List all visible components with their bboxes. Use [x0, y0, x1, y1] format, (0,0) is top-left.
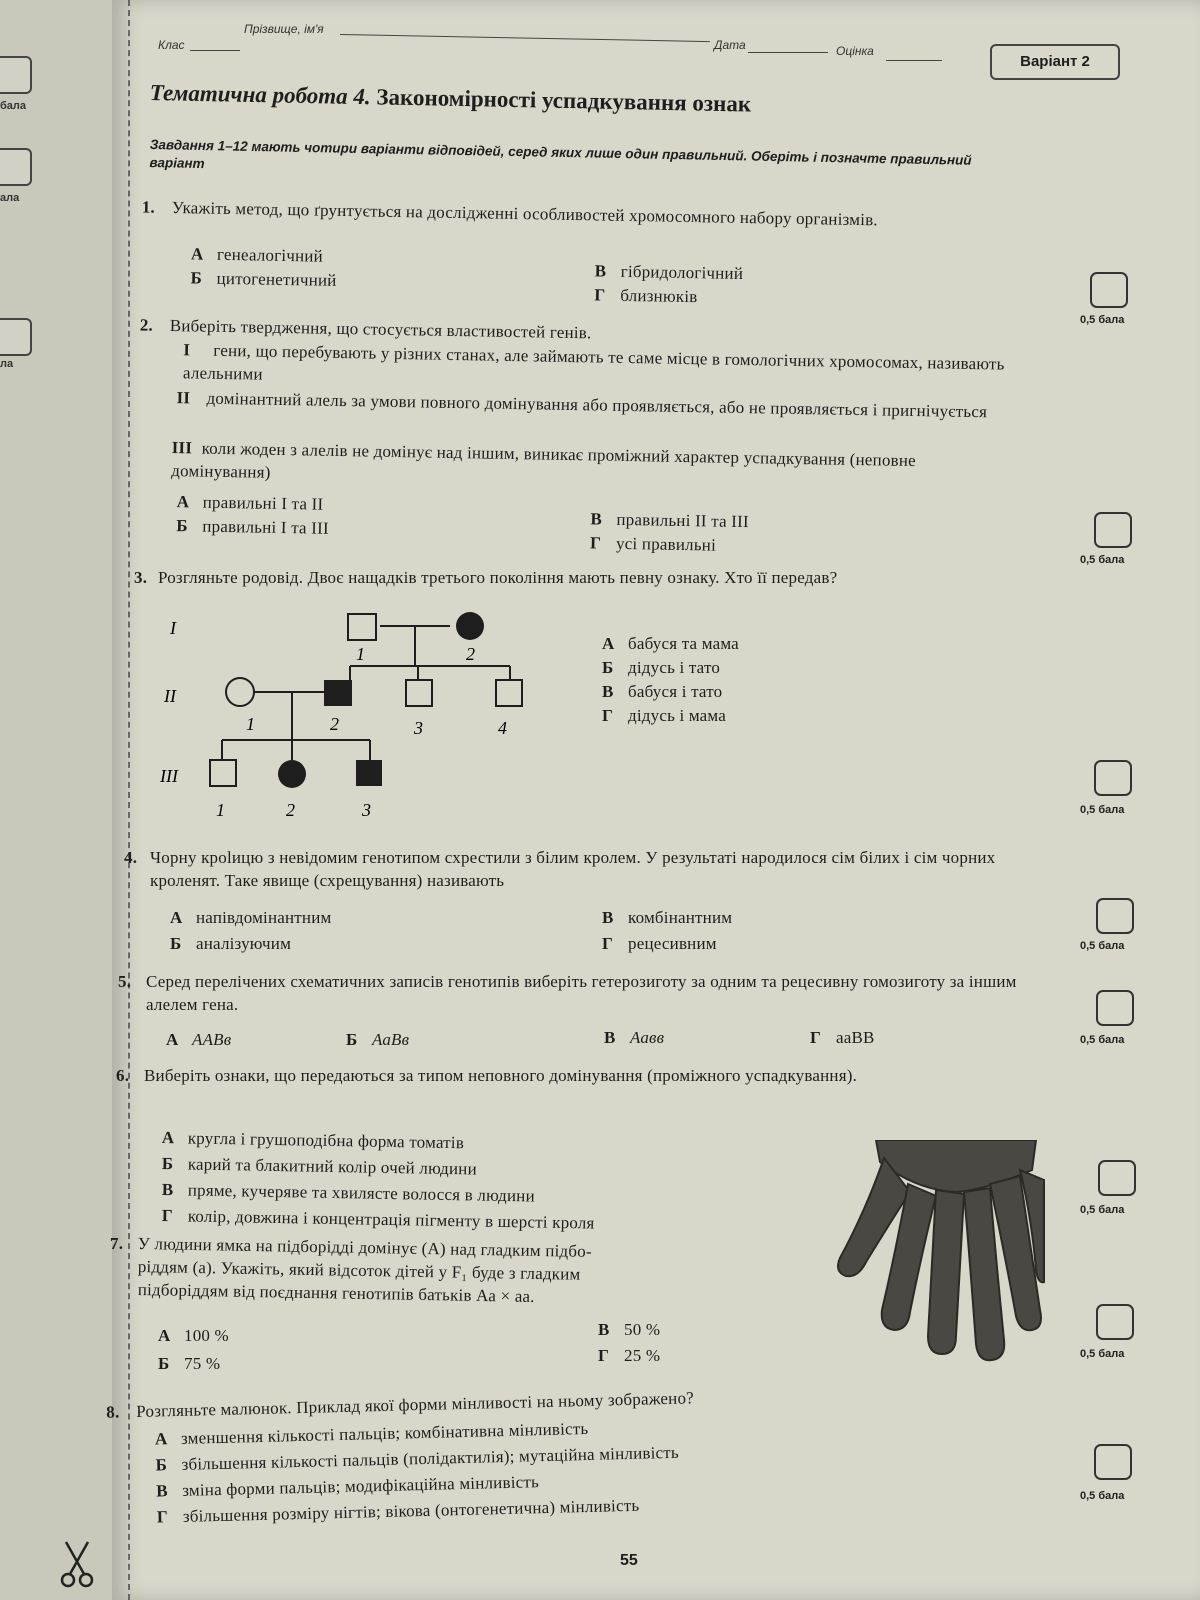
option-c[interactable]: В комбінантним [602, 908, 733, 927]
title-part-2: Закономірності успадкування ознак [376, 84, 752, 117]
pedigree-number: 3 [362, 800, 371, 820]
option-d[interactable]: Г збільшення розміру нігтів; вікова (онтогенетична) мінливість [156, 1495, 640, 1527]
question-3 [134, 566, 1038, 589]
pedigree-number: 1 [216, 800, 225, 820]
score-label: 0,5 бала [1080, 1490, 1125, 1502]
option-a[interactable]: А бабуся та мама [602, 634, 739, 653]
class-label: Клас [158, 38, 185, 52]
perforation-line [128, 0, 130, 1600]
option-b[interactable]: Б збільшення кількості пальців (полідактилія); мутаційна мінливість [155, 1442, 680, 1475]
option-b[interactable]: Б дідусь і тато [602, 658, 721, 677]
question-text: Чорну крolицю з невідомим генотипом схрестили з білим кролем. У результаті народилося сім білих і сім чорних кроленят. Таке явище (схрещування) називають [150, 848, 996, 890]
option-d[interactable]: Г колір, довжина і концентрація пігменту в шерсті кроля [161, 1205, 595, 1233]
option-d[interactable]: Г рецесивним [602, 934, 717, 953]
pedigree-number: 3 [414, 718, 423, 738]
option-b[interactable]: Б аналізуючим [170, 934, 292, 953]
answer-box-2[interactable] [1094, 512, 1132, 548]
question-text: Серед перелічених схематичних записів генотипів виберіть гетерозиготу за одним та рецесивну гомозиготу за іншим алелем гена. [146, 972, 1017, 1014]
question-text: Розгляньте родовід. Двоє нащадків третього покоління мають певну ознаку. Хто її передав? [158, 568, 838, 587]
answer-box-6[interactable] [1098, 1160, 1136, 1196]
question-number: 2. [139, 315, 154, 335]
generation-label: III [160, 766, 178, 786]
answer-box-7[interactable] [1096, 1304, 1134, 1340]
answer-box-edge [0, 56, 32, 94]
pedigree-male-I1 [348, 614, 376, 640]
class-field[interactable] [190, 50, 240, 51]
date-label: Дата [714, 38, 746, 52]
page-number: 55 [620, 1552, 638, 1569]
option-a[interactable]: А ААВв [166, 1030, 232, 1049]
question-7 [110, 1232, 838, 1373]
answer-box-1[interactable] [1090, 272, 1128, 308]
pedigree-female-II1 [226, 678, 254, 706]
variant-badge: Варіант 2 [990, 44, 1120, 80]
option-b[interactable]: Б карий та блакитний колір очей людини [161, 1153, 478, 1179]
statement-1: I гени, що перебувають у різних станах, але займають те саме місце в гомологічних хромосомах, називають алельними [182, 340, 1005, 384]
pedigree-number: 2 [286, 800, 295, 820]
answer-box-3[interactable] [1094, 760, 1132, 796]
hand-illustration [836, 1140, 1046, 1365]
score-label: 0,5 бала [1080, 1034, 1125, 1046]
grade-field[interactable] [886, 60, 942, 61]
pedigree-male-II3 [406, 680, 432, 706]
option-a[interactable]: А генеалогічний [190, 244, 324, 266]
score-label: 0,5 бала [1080, 940, 1125, 952]
question-text: Укажіть метод, що ґрунтується на дослідженні особливостей хромосомного набору організмів. [171, 197, 879, 230]
question-number: 6. [116, 1066, 130, 1085]
option-a[interactable]: А зменшення кількості пальців; комбінативна мінливість [154, 1418, 589, 1449]
score-label-edge: ла [0, 358, 14, 370]
scissors-icon [58, 1540, 98, 1590]
pedigree-male-II4 [496, 680, 522, 706]
question-text: Виберіть ознаки, що передаються за типом неповного домінування (проміжного успадкування). [144, 1066, 858, 1085]
option-d[interactable]: Г усі правильні [589, 533, 717, 555]
pedigree-number: 4 [498, 718, 507, 738]
answer-box-8[interactable] [1094, 1444, 1132, 1480]
name-label: Прізвище, ім'я [244, 22, 324, 36]
option-b[interactable]: Б правильні I та III [176, 516, 329, 538]
answer-box-edge [0, 318, 32, 356]
pedigree-male-III1 [210, 760, 236, 786]
question-text-line-1: У людини ямка на підборідді домінує (А) над гладким підбо- [137, 1233, 592, 1261]
pedigree-number: 1 [246, 714, 255, 734]
answer-box-edge [0, 148, 32, 186]
option-c[interactable]: В 50 % [598, 1320, 661, 1339]
score-label: 0,5 бала [1080, 804, 1125, 816]
title-part-1: Тематична робота 4. [149, 80, 371, 110]
option-d[interactable]: Г 25 % [598, 1346, 661, 1365]
option-b[interactable]: Б цитогенетичний [190, 268, 337, 290]
question-6 [116, 1064, 1038, 1233]
pedigree-number: 2 [466, 644, 475, 664]
option-c[interactable]: В зміна форми пальців; модифікаційна мінливість [155, 1472, 540, 1501]
option-b[interactable]: Б 75 % [158, 1354, 221, 1373]
option-d[interactable]: Г близнюків [594, 285, 698, 307]
option-d[interactable]: Г ааВВ [810, 1028, 875, 1047]
question-4 [124, 846, 1040, 953]
generation-label: I [170, 618, 176, 638]
option-c[interactable]: В правильні II та III [590, 509, 750, 532]
statement-3: III коли жоден з алелів не домінує над іншим, виникає проміжний характер успадкування (неповне домінування) [171, 438, 917, 482]
pedigree-number: 2 [330, 714, 339, 734]
question-text: Розгляньте малюнок. Приклад якої форми мінливості на ньому зображено? [136, 1388, 695, 1421]
date-field[interactable] [748, 52, 828, 53]
question-number: 7. [110, 1234, 124, 1253]
pedigree-female-affected-III2 [278, 760, 306, 788]
option-a[interactable]: А кругла і грушоподібна форма томатів [161, 1127, 465, 1153]
answer-box-4[interactable] [1096, 898, 1134, 934]
option-a[interactable]: А 100 % [158, 1326, 229, 1345]
question-number: 1. [141, 197, 156, 217]
score-label: 0,5 бала [1080, 314, 1125, 326]
option-a[interactable]: А напівдомінантним [170, 908, 332, 927]
option-d[interactable]: Г дідусь і мама [602, 706, 727, 725]
question-number: 3. [134, 568, 148, 587]
score-label-edge: бала [0, 100, 27, 112]
question-number: 4. [124, 848, 138, 867]
previous-page-edge [0, 0, 112, 1600]
option-c[interactable]: В пряме, кучеряве та хвилясте волосся в людини [161, 1179, 536, 1206]
generation-label: II [164, 686, 176, 706]
pedigree-male-affected-II2 [324, 680, 352, 706]
pedigree-male-affected-III3 [356, 760, 382, 786]
option-c[interactable]: В гібридологічний [594, 261, 744, 283]
score-label: 0,5 бала [1080, 1204, 1125, 1216]
question-number: 5. [118, 972, 132, 991]
question-number: 8. [106, 1402, 120, 1422]
pedigree-chart [160, 610, 540, 825]
statement-2: II домінантний алель за умови повного домінування або проявляється, або не проявляється і пригнічується [176, 388, 988, 422]
question-text-line-2: ріддям (а). Укажіть, який відсоток дітей у F₁ буде з гладким [137, 1256, 581, 1284]
grade-label: Оцінка [836, 44, 874, 58]
score-label: 0,5 бала [1080, 1348, 1125, 1360]
instructions: Завдання 1–12 мають чотири варіанти відповідей, серед яких лише один правильний. Оберіть і позначте правильний варіант [149, 136, 972, 172]
option-c[interactable]: В бабуся і тато [602, 682, 723, 701]
pedigree-female-affected-I2 [456, 612, 484, 640]
question-text-line-3: підборіддям від поєднання генотипів батьків Аа × аа. [137, 1279, 535, 1306]
option-b[interactable]: Б АаВв [346, 1030, 410, 1049]
question-5 [118, 970, 1036, 1049]
score-label: 0,5 бала [1080, 554, 1125, 566]
option-c[interactable]: В Аавв [604, 1028, 665, 1047]
pedigree-number: 1 [356, 644, 365, 664]
question-text: Виберіть твердження, що стосується властивостей генів. [169, 315, 592, 343]
option-a[interactable]: А правильні I та II [176, 492, 324, 514]
score-label-edge: ала [0, 192, 20, 204]
answer-box-5[interactable] [1096, 990, 1134, 1026]
